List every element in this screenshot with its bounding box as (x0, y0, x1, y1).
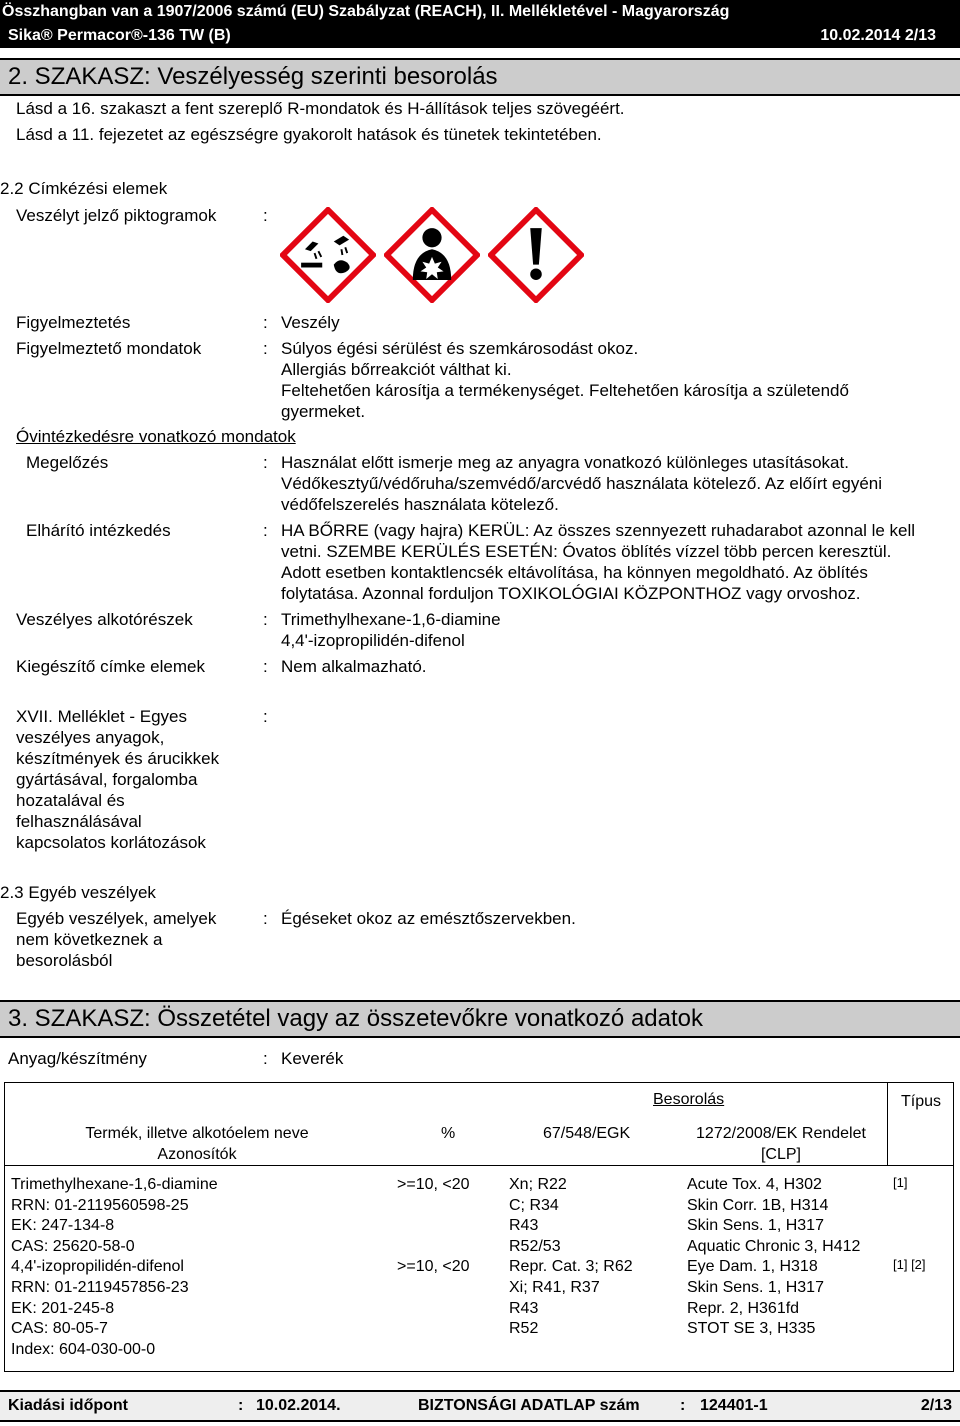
component-names (11, 1175, 218, 1360)
annex-17-label: XVII. Melléklet - Egyes veszélyes anyagok, készítmények és árucikkek gyártásával, forgalomba hozatalával és felhasználásával kapcsolatos korlátozások (16, 707, 220, 852)
reference-11: Lásd a 11. fejezetet az egészségre gyakorolt hatások és tünetek tekintetében. (16, 125, 602, 144)
prevention-statements: Használat előtt ismerje meg az anyagra vonatkozó különleges utasításokat. Védőkesztyű/védőruha/szemvédő/arcvédő használata kötelező. Az előírt egyéni védőfelszerelés használata kötelező. (281, 453, 883, 514)
percent-cell: >=10, <20 (397, 1258, 470, 1275)
product-header (0, 24, 960, 48)
eec-classification (509, 1175, 633, 1340)
colon: : (263, 657, 268, 676)
table-header-divider (5, 1165, 953, 1166)
composition-table (4, 1082, 954, 1372)
table-cell: Skin Sens. 1, H317 (687, 1278, 824, 1296)
percent-header: % (441, 1125, 456, 1142)
response-label: Elhárító intézkedés (26, 521, 171, 540)
table-cell: Eye Dam. 1, H318 (687, 1258, 818, 1276)
issue-date-label: Kiadási időpont (8, 1397, 128, 1414)
corrosion-pictogram-icon (280, 207, 376, 303)
supplemental-value: Nem alkalmazható. (281, 657, 427, 676)
section-3-title: 3. SZAKASZ: Összetétel vagy az összetevőkre vonatkozó adatok (0, 1000, 960, 1038)
prevention-label: Megelőzés (26, 453, 109, 472)
colon: : (680, 1397, 686, 1414)
hazardous-components: Trimethylhexane-1,6-diamine 4,4'-izopropilidén-difenol (281, 610, 501, 650)
colon: : (263, 453, 268, 472)
colon: : (263, 339, 268, 358)
classification-header: Besorolás (653, 1091, 725, 1108)
substance-value: Keverék (281, 1049, 344, 1068)
colon: : (263, 707, 268, 726)
table-cell: CAS: 25620-58-0 (11, 1237, 135, 1255)
type-cell: [1] (893, 1175, 908, 1190)
table-cell: R43 (509, 1217, 539, 1235)
supplemental-label: Kiegészítő címke elemek (16, 657, 205, 676)
table-cell: Trimethylhexane-1,6-diamine (11, 1176, 218, 1193)
colon: : (263, 909, 268, 928)
table-cell: Acute Tox. 4, H302 (687, 1176, 822, 1193)
table-cell: R43 (509, 1299, 539, 1317)
table-cell: Aquatic Chronic 3, H412 (687, 1237, 861, 1255)
type-cell: [1] [2] (893, 1257, 926, 1272)
table-cell: R52/53 (509, 1237, 561, 1255)
response-statements: HA BŐRRE (vagy hajra) KERÜL: Az összes szennyezett ruhadarabot azonnal le kell vetni. SZEMBE KERÜLÉS ESETÉN: Óvatos öblítés vízzel több percen keresztül. Adott esetben kontaktlencsék eltávolítása, ha könnyen megoldható. Az öblítés folytatása. Azonnal forduljon TOXIKOLÓGIAI KÖZPONTHOZ vagy orvoshoz. (281, 521, 916, 603)
signal-word-value: Veszély (281, 313, 340, 332)
type-header: Típus (901, 1093, 942, 1110)
hazardous-components-label: Veszélyes alkotórészek (16, 610, 193, 629)
table-cell: Index: 604-030-00-0 (11, 1340, 156, 1358)
regulation-header: Összhangban van a 1907/2006 számú (EU) Szabályzat (REACH), II. Mellékletével - Magyarország (0, 0, 960, 24)
table-cell: RRN: 01-2119457856-23 (11, 1278, 189, 1296)
table-cell: EK: 247-134-8 (11, 1217, 115, 1235)
colon: : (263, 521, 268, 540)
section-2-title: 2. SZAKASZ: Veszélyesség szerinti besorolás (0, 58, 960, 96)
reference-16: Lásd a 16. szakaszt a fent szereplő R-mondatok és H-állítások teljes szövegéért. (16, 99, 625, 118)
date-page: 10.02.2014 2/13 (820, 27, 936, 44)
subsection-2-2: 2.2 Címkézési elemek (0, 179, 168, 198)
subsection-2-3: 2.3 Egyéb veszélyek (0, 883, 156, 902)
table-cell: RRN: 01-2119560598-25 (11, 1196, 189, 1214)
colon: : (263, 1049, 268, 1068)
pictograms-label: Veszélyt jelző piktogramok (16, 206, 217, 225)
other-hazards-value: Égéseket okoz az emésztőszervekben. (281, 909, 576, 928)
table-cell: Repr. Cat. 3; R62 (509, 1258, 633, 1276)
table-cell: R52 (509, 1320, 539, 1338)
colon: : (263, 313, 268, 332)
percent-cell: >=10, <20 (397, 1176, 470, 1193)
table-cell: CAS: 80-05-7 (11, 1320, 108, 1338)
table-cell: 4,4'-izopropilidén-difenol (11, 1258, 184, 1276)
precaution-heading: Óvintézkedésre vonatkozó mondatok (16, 427, 296, 446)
product-name: Sika® Permacor®-136 TW (B) (8, 27, 231, 44)
eec-header: 67/548/EGK (543, 1125, 631, 1142)
table-cell: Skin Sens. 1, H317 (687, 1217, 824, 1235)
table-cell: Xi; R41, R37 (509, 1278, 600, 1296)
colon: : (263, 610, 268, 629)
exclamation-pictogram-icon (488, 207, 584, 303)
colon: : (238, 1397, 244, 1414)
table-cell: Xn; R22 (509, 1176, 567, 1193)
table-type-divider (887, 1083, 888, 1165)
clp-classification (687, 1175, 860, 1340)
table-cell: STOT SE 3, H335 (687, 1320, 816, 1338)
clp-header: 1272/2008/EK Rendelet [CLP] (696, 1125, 866, 1163)
signal-word-label: Figyelmeztetés (16, 313, 131, 332)
table-cell: Skin Corr. 1B, H314 (687, 1196, 829, 1214)
hazard-statements: Súlyos égési sérülést és szemkárosodást okoz. Allergiás bőrreakciót válthat ki. Feltehetően károsítja a termékenységet. Feltehetően károsítja a születendő gyermeket. (281, 339, 849, 421)
health-hazard-pictogram-icon (384, 207, 480, 303)
table-cell: C; R34 (509, 1196, 559, 1214)
sds-number-label: BIZTONSÁGI ADATLAP szám (418, 1397, 640, 1414)
hazard-statements-label: Figyelmeztető mondatok (16, 339, 202, 358)
sds-number: 124401-1 (700, 1397, 768, 1414)
table-cell: EK: 201-245-8 (11, 1299, 115, 1317)
table-cell: Repr. 2, H361fd (687, 1299, 800, 1317)
name-header: Termék, illetve alkotóelem neve Azonosítók (85, 1125, 309, 1163)
footer (0, 1390, 960, 1422)
page-number: 2/13 (920, 1397, 952, 1414)
substance-label: Anyag/készítmény (8, 1049, 147, 1068)
colon: : (263, 206, 268, 225)
issue-date: 10.02.2014. (256, 1397, 341, 1414)
other-hazards-label: Egyéb veszélyek, amelyek nem következnek a besorolásból (16, 909, 217, 970)
